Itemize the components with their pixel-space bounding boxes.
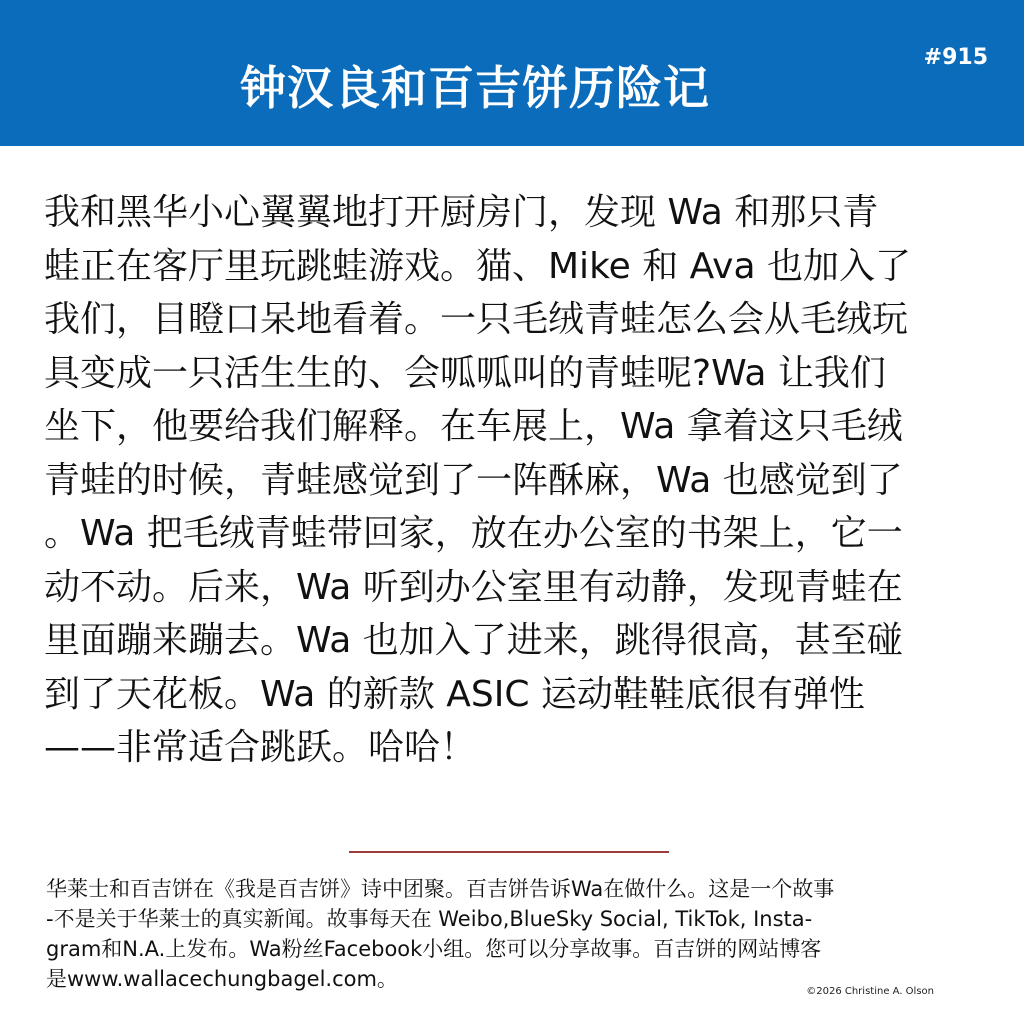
story-line: 动不动。后来，Wa 听到办公室里有动静，发现青蛙在 <box>44 566 903 608</box>
copyright-notice: ©2026 Christine A. Olson <box>806 986 934 997</box>
page-title: 钟汉良和百吉饼历险记 <box>240 61 710 115</box>
story-line: 到了天花板。Wa 的新款 ASIC 运动鞋鞋底很有弹性 <box>44 673 865 715</box>
story-text <box>44 186 984 775</box>
issue-number: #915 <box>923 45 988 70</box>
footer-note <box>46 874 986 994</box>
footer-line: 华莱士和百吉饼在《我是百吉饼》诗中团聚。百吉饼告诉Wa在做什么。这是一个故事 <box>46 877 835 901</box>
story-line: 青蛙的时候，青蛙感觉到了一阵酥麻，Wa 也感觉到了 <box>44 459 903 501</box>
story-line: ——非常适合跳跃。哈哈！ <box>44 727 477 768</box>
footer-line: -不是关于华莱士的真实新闻。故事每天在 Weibo,BlueSky Social, TikTok, Insta- <box>46 907 813 931</box>
story-line: 具变成一只活生生的、会呱呱叫的青蛙呢?Wa 让我们 <box>44 352 886 394</box>
story-line: 坐下，他要给我们解释。在车展上，Wa 拿着这只毛绒 <box>44 406 903 447</box>
story-line: 。Wa 把毛绒青蛙带回家，放在办公室的书架上，它一 <box>44 513 903 554</box>
story-line: 我们，目瞪口呆地看着。一只毛绒青蛙怎么会从毛绒玩 <box>44 299 909 340</box>
story-line: 蛙正在客厅里玩跳蛙游戏。猫、Mike 和 Ava 也加入了 <box>44 245 911 287</box>
footer-line: gram和N.A.上发布。Wa粉丝Facebook小组。您可以分享故事。百吉饼的网站博客 <box>46 937 822 961</box>
header-banner <box>0 0 1024 146</box>
story-line: 里面蹦来蹦去。Wa 也加入了进来，跳得很高，甚至碰 <box>44 620 903 661</box>
footer-line: 是www.wallacechungbagel.com。 <box>46 967 398 991</box>
story-line: 我和黑华小心翼翼地打开厨房门，发现 Wa 和那只青 <box>44 192 879 233</box>
section-divider <box>349 851 669 853</box>
